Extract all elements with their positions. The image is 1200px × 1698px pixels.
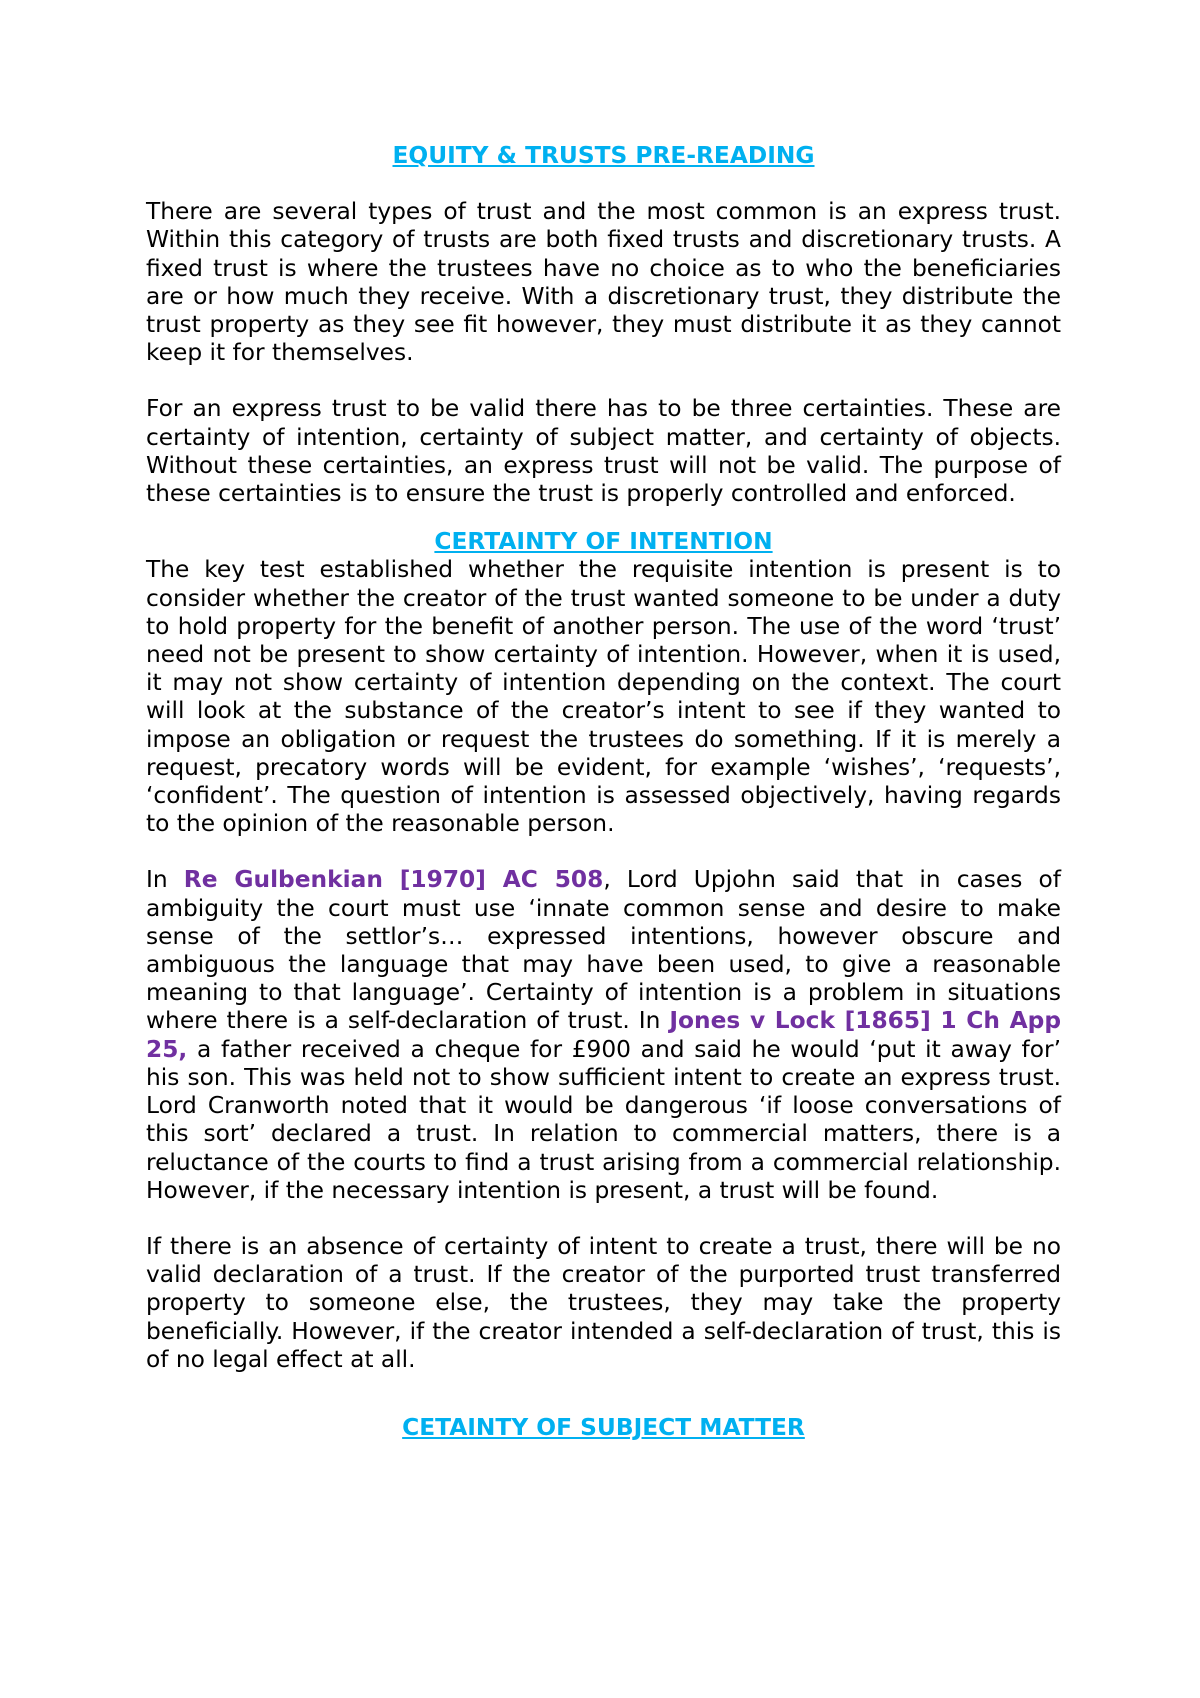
intention-paragraph-1: The key test established whether the requisite intention is present is to consider whether the creator of the trust wanted someone to be under a duty to hold property for the benefit of another person. The use of the word ‘trust’ need not be present to show certainty of intention. However, when it is used, it may not show certainty of intention depending on the context. The court will look at the substance of the creator’s intent to see if they wanted to impose an obligation or request the trustees do something. If it is merely a request, precatory words will be evident, for example ‘wishes’, ‘requests’, ‘confident’. The question of intention is assessed objectively, having regards to the opinion of the reasonable person. [146,556,1061,838]
section-heading-intention: CERTAINTY OF INTENTION [434,528,773,556]
document-title: EQUITY & TRUSTS PRE-READING [392,142,815,169]
intro-paragraph-1: There are several types of trust and the most common is an express trust. Within this category of trusts are both fixed trusts and discretionary trusts. A fixed trust is where the trustees have no choice as to who the beneficiaries are or how much they receive. With a discretionary trust, they distribute the trust property as they see fit however, they must distribute it as they cannot keep it for themselves. [146,198,1061,367]
case-citation-gulbenkian: Re Gulbenkian [1970] AC 508 [183,866,604,894]
text-run: In [146,866,184,894]
intention-paragraph-3: If there is an absence of certainty of intent to create a trust, there will be no valid declaration of a trust. If the creator of the purported trust transferred property to someone else, the trustees, they may take the property beneficially. However, if the creator intended a self-declaration of trust, this is of no legal effect at all. [146,1232,1061,1373]
section-heading-subject-matter: CETAINTY OF SUBJECT MATTER [402,1413,805,1441]
document-page [146,142,1061,1442]
text-run: a father received a cheque for £900 and said he would ‘put it away for’ his son. This was held not to show sufficient intent to create an express trust. Lord Cranworth noted that it would be dangerous ‘if loose conversations of this sort’ declared a trust. In relation to commercial matters, there is a reluctance of the courts to find a trust arising from a commercial relationship. However, if the necessary intention is present, a trust will be found. [146,1035,1061,1204]
text-run: , Lord Upjohn said that in cases of ambiguity the court must use ‘innate common sense and desire to make sense of the settlor’s… expressed intentions, however obscure and ambiguous the language that may have been used, to give a reasonable meaning to that language’. Certainty of intention is a problem in situations where there is a self-declaration of trust. In [146,866,1061,1035]
case-citation-jones-v-lock: Jones v Lock [1865] 1 Ch App 25, [146,1007,1061,1063]
intro-paragraph-2: For an express trust to be valid there has to be three certainties. These are certainty of intention, certainty of subject matter, and certainty of objects. Without these certainties, an express trust will not be valid. The purpose of these certainties is to ensure the trust is properly controlled and enforced. [146,395,1061,508]
intention-paragraph-2 [146,866,1061,1204]
